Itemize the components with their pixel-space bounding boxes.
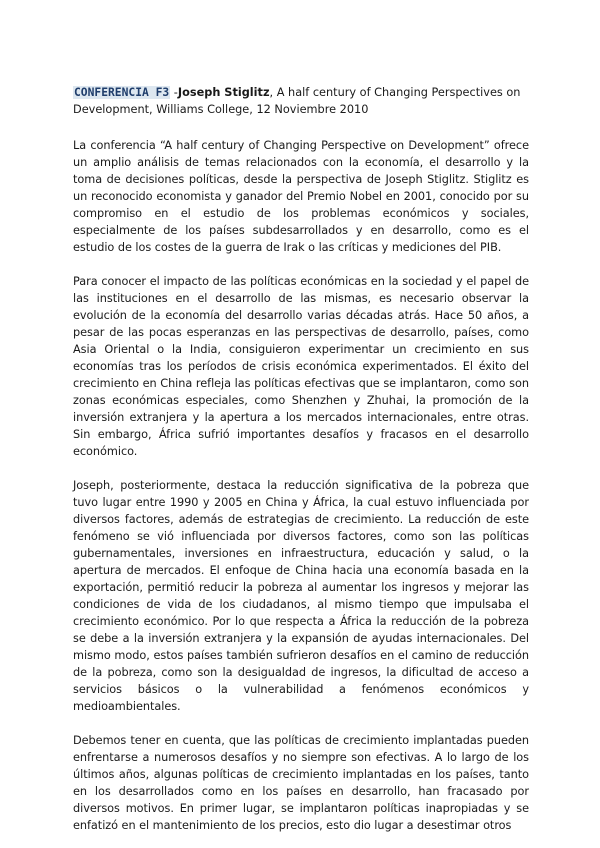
heading-details: , A half century of Changing Perspectives on Development, Williams College, 12 Noviembre 2010	[73, 86, 521, 116]
paragraph: Joseph, posteriormente, destaca la reducción significativa de la pobreza que tuvo lugar entre 1990 y 2005 en China y África, la cual estuvo influenciada por diversos factores, además de estrategias de crecimiento. La reducción de este fenómeno se vió influenciada por diversos factores, como son las políticas gubernamentales, inversiones en infraestructura, educación y salud, o la apertura de mercados. El enfoque de China hacia una economía basada en la exportación, permitió reducir la pobreza al aumentar los ingresos y mejorar las condiciones de vida de los ciudadanos, al mismo tiempo que impulsaba el crecimiento económico. Por lo que respecta a África la reducción de la pobreza se debe a la inversión extranjera y la expansión de ayudas internacionales. Del mismo modo, estos países también sufrieron desafíos en el camino de reducción de la pobreza, como son la desigualdad de ingresos, la dificultad de acceso a servicios básicos o la vulnerabilidad a fenómenos económicos y medioambientales.	[73, 479, 529, 713]
document-heading	[73, 84, 529, 118]
heading-separator: -	[170, 86, 178, 99]
author-name: Joseph Stiglitz	[177, 86, 270, 99]
paragraph: La conferencia “A half century of Changing Perspective on Development” ofrece un amplio análisis de temas relacionados con la economía, el desarrollo y la toma de decisiones políticas, desde la perspectiva de Joseph Stiglitz. Stiglitz es un reconocido economista y ganador del Premio Nobel en 2001, conocido por su compromiso en el estudio de los problemas económicos y sociales, especialmente de los países subdesarrollados y en desarrollo, como es el estudio de los costes de la guerra de Irak o las críticas y mediciones del PIB.	[73, 139, 529, 254]
paragraph: Debemos tener en cuenta, que las políticas de crecimiento implantadas pueden enfrentarse a numerosos desafíos y no siempre son efectivas. A lo largo de los últimos años, algunas políticas de crecimiento implantadas en los países, tanto en los desarrollados como en los países en desarrollo, han fracasado por diversos motivos. En primer lugar, se implantaron políticas inapropiadas y se enfatizó en el mantenimiento de los precios, esto dio lugar a desestimar otros	[73, 734, 529, 832]
paragraph: Para conocer el impacto de las políticas económicas en la sociedad y el papel de las instituciones en el desarrollo de las mismas, es necesario observar la evolución de la economía del desarrollo varias décadas atrás. Hace 50 años, a pesar de las pocas esperanzas en las perspectivas de desarrollo, países, como Asia Oriental o la India, consiguieron experimentar un crecimiento en sus economías tras los períodos de crisis económica experimentados. El éxito del crecimiento en China refleja las políticas efectivas que se implantaron, como son zonas económicas especiales, como Shenzhen y Zhuhai, la promoción de la inversión extranjera y la apertura a los mercados internacionales, entre otras. Sin embargo, África sufrió importantes desafíos y fracasos en el desarrollo económico.	[73, 275, 529, 458]
conference-tag: CONFERENCIA F3	[74, 86, 170, 99]
